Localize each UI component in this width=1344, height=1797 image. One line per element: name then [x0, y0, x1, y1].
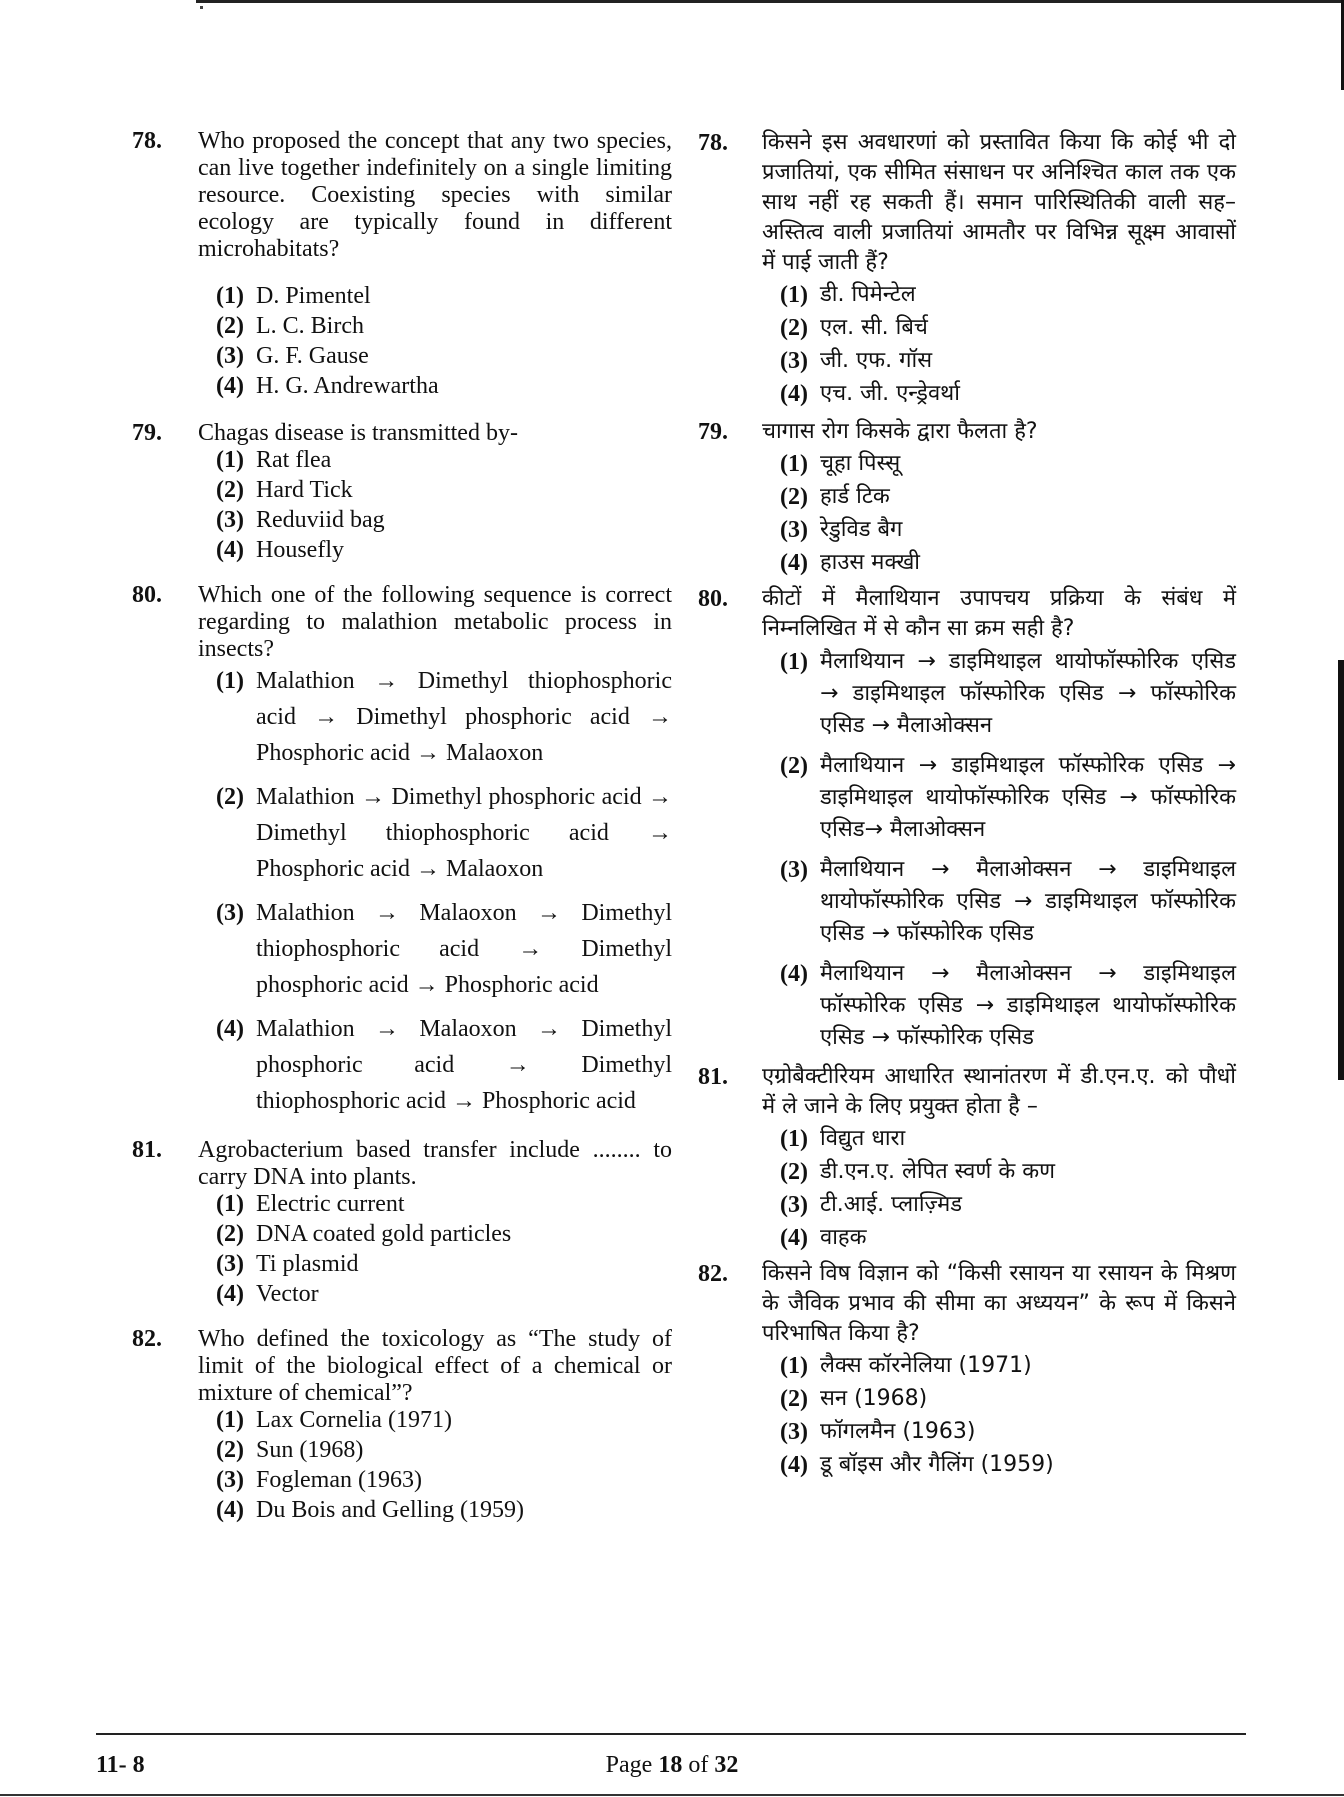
- option-2: (2) डी.एन.ए. लेपित स्वर्ण के कण: [780, 1159, 1056, 1185]
- option-3: (3) Ti plasmid: [216, 1251, 359, 1277]
- option-1: (1) विद्युत धारा: [780, 1126, 906, 1152]
- option-3: (3) जी. एफ. गॉस: [780, 348, 933, 374]
- options: [198, 447, 672, 564]
- option-4: (4) Du Bois and Gelling (1959): [216, 1497, 524, 1523]
- question-text: कीटों में मैलाथियान उपापचय प्रक्रिया के संबंध में निम्नलिखित में से कौन सा क्रम सही है?: [762, 586, 1236, 641]
- option-2: (2) मैलाथियान → डाइमिथाइल फॉस्फोरिक एसिड → डाइमिथाइल थायोफॉस्फोरिक एसिड → फॉस्फोरिक एसिड→ मैलाओक्सन: [780, 753, 1236, 842]
- question-number: 80.: [132, 582, 162, 608]
- option-2: (2) Hard Tick: [216, 477, 353, 503]
- top-rule: [196, 0, 1344, 3]
- question-79-hindi: [698, 417, 1236, 578]
- english-column: [132, 128, 672, 1542]
- option-1: (1) Lax Cornelia (1971): [216, 1407, 452, 1433]
- booklet-code: 11- 8: [96, 1752, 145, 1778]
- question-80: [132, 582, 672, 1119]
- scan-edge-mark: [1338, 660, 1344, 1080]
- option-1: (1) लैक्स कॉरनेलिया (1971): [780, 1353, 1032, 1379]
- options: [762, 1124, 1236, 1253]
- option-4: (4) हाउस मक्खी: [780, 550, 921, 576]
- footer-rule: [96, 1733, 1246, 1735]
- option-4: (4) Malathion → Malaoxon → Dimethyl phosphoric acid → Dimethyl thiophosphoric acid → Phosphoric acid: [216, 1016, 672, 1114]
- option-1: (1) Rat flea: [216, 447, 332, 473]
- option-1: (1) D. Pimentel: [216, 283, 371, 309]
- option-2: (2) एल. सी. बिर्च: [780, 315, 928, 341]
- option-4: (4) H. G. Andrewartha: [216, 373, 439, 399]
- question-81: [132, 1137, 672, 1308]
- question-78: [132, 128, 672, 400]
- scan-mark: [200, 6, 203, 9]
- question-82: [132, 1326, 672, 1524]
- options: [198, 1191, 672, 1308]
- option-4: (4) मैलाथियान → मैलाओक्सन → डाइमिथाइल फॉस्फोरिक एसिड → डाइमिथाइल थायोफॉस्फोरिक एसिड → फॉस्फोरिक एसिड: [780, 961, 1236, 1050]
- option-1: (1) चूहा पिस्सू: [780, 451, 901, 477]
- option-2: (2) सन (1968): [780, 1386, 928, 1412]
- question-number: 80.: [698, 586, 728, 612]
- options: [198, 283, 672, 400]
- question-80-hindi: [698, 584, 1236, 1054]
- question-text: एग्रोबैक्टीरियम आधारित स्थानांतरण में डी.एन.ए. को पौधों में ले जाने के लिए प्रयुक्त होता है –: [762, 1064, 1236, 1119]
- question-number: 79.: [132, 420, 162, 446]
- question-text: Chagas disease is transmitted by-: [198, 420, 518, 446]
- option-3: (3) मैलाथियान → मैलाओक्सन → डाइमिथाइल थायोफॉस्फोरिक एसिड → डाइमिथाइल फॉस्फोरिक एसिड → फॉस्फोरिक एसिड: [780, 857, 1236, 946]
- question-79: [132, 420, 672, 564]
- question-text: चागास रोग किसके द्वारा फैलता है?: [762, 419, 1038, 444]
- question-text: Agrobacterium based transfer include ........ to carry DNA into plants.: [198, 1137, 672, 1190]
- option-4: (4) डू बॉइस और गैलिंग (1959): [780, 1452, 1054, 1478]
- page-bottom-edge: [0, 1794, 1344, 1796]
- question-78-hindi: [698, 128, 1236, 409]
- options: [198, 663, 672, 1119]
- hindi-column: [698, 128, 1236, 1498]
- option-3: (3) Malathion → Malaoxon → Dimethyl thiophosphoric acid → Dimethyl phosphoric acid → Phosphoric acid: [216, 900, 672, 998]
- option-4: (4) Vector: [216, 1281, 319, 1307]
- question-number: 82.: [698, 1261, 728, 1287]
- question-82-hindi: [698, 1259, 1236, 1480]
- question-number: 82.: [132, 1326, 162, 1352]
- question-number: 81.: [132, 1137, 162, 1163]
- question-text: Which one of the following sequence is correct regarding to malathion metabolic process in insects?: [198, 582, 672, 662]
- question-number: 78.: [698, 130, 728, 156]
- option-1: (1) डी. पिमेन्टेल: [780, 282, 916, 308]
- question-81-hindi: [698, 1062, 1236, 1253]
- option-2: (2) Malathion → Dimethyl phosphoric acid → Dimethyl thiophosphoric acid → Phosphoric acid → Malaoxon: [216, 784, 672, 882]
- option-2: (2) DNA coated gold particles: [216, 1221, 512, 1247]
- question-text: किसने विष विज्ञान को “किसी रसायन या रसायन के मिश्रण के जैविक प्रभाव की सीमा का अध्ययन” के रूप में किसने परिभाषित किया है?: [762, 1261, 1236, 1346]
- option-3: (3) फॉगलमैन (1963): [780, 1419, 976, 1445]
- question-text: Who defined the toxicology as “The study of limit of the biological effect of a chemical or mixture of chemical”?: [198, 1326, 672, 1406]
- option-3: (3) Fogleman (1963): [216, 1467, 422, 1493]
- option-2: (2) हार्ड टिक: [780, 484, 890, 510]
- option-2: (2) Sun (1968): [216, 1437, 364, 1463]
- option-2: (2) L. C. Birch: [216, 313, 364, 339]
- question-text: Who proposed the concept that any two species, can live together indefinitely on a single limiting resource. Coexisting species with similar ecology are typically found in different microhabitats?: [198, 128, 672, 262]
- page-number: Page 18 of 32: [605, 1752, 739, 1778]
- options: [762, 280, 1236, 409]
- option-3: (3) टी.आई. प्लाज़्मिड: [780, 1192, 963, 1218]
- options: [762, 1351, 1236, 1480]
- option-1: (1) मैलाथियान → डाइमिथाइल थायोफॉस्फोरिक एसिड → डाइमिथाइल फॉस्फोरिक एसिड → फॉस्फोरिक एसिड → मैलाओक्सन: [780, 649, 1236, 738]
- option-4: (4) Housefly: [216, 537, 344, 563]
- option-3: (3) रेडुविड बैग: [780, 517, 903, 543]
- question-text: किसने इस अवधारणां को प्रस्तावित किया कि कोई भी दो प्रजातियां, एक सीमित संसाधन पर अनिश्चित काल तक एक साथ नहीं रह सकती हैं। समान पारिस्थितिकी वाली सह–अस्तित्व वाली प्रजातियां आमतौर पर विभिन्न सूक्ष्म आवासों में पाई जाती हैं?: [762, 130, 1236, 275]
- question-number: 79.: [698, 419, 728, 445]
- option-1: (1) Electric current: [216, 1191, 405, 1217]
- option-4: (4) एच. जी. एन्ड्रेवर्था: [780, 381, 960, 407]
- options: [762, 449, 1236, 578]
- option-1: (1) Malathion → Dimethyl thiophosphoric acid → Dimethyl phosphoric acid → Phosphoric acid → Malaoxon: [216, 668, 672, 766]
- options: [762, 646, 1236, 1054]
- option-3: (3) Reduviid bag: [216, 507, 385, 533]
- option-3: (3) G. F. Gause: [216, 343, 369, 369]
- question-number: 78.: [132, 128, 162, 154]
- options: [198, 1407, 672, 1524]
- option-4: (4) वाहक: [780, 1225, 867, 1251]
- question-number: 81.: [698, 1064, 728, 1090]
